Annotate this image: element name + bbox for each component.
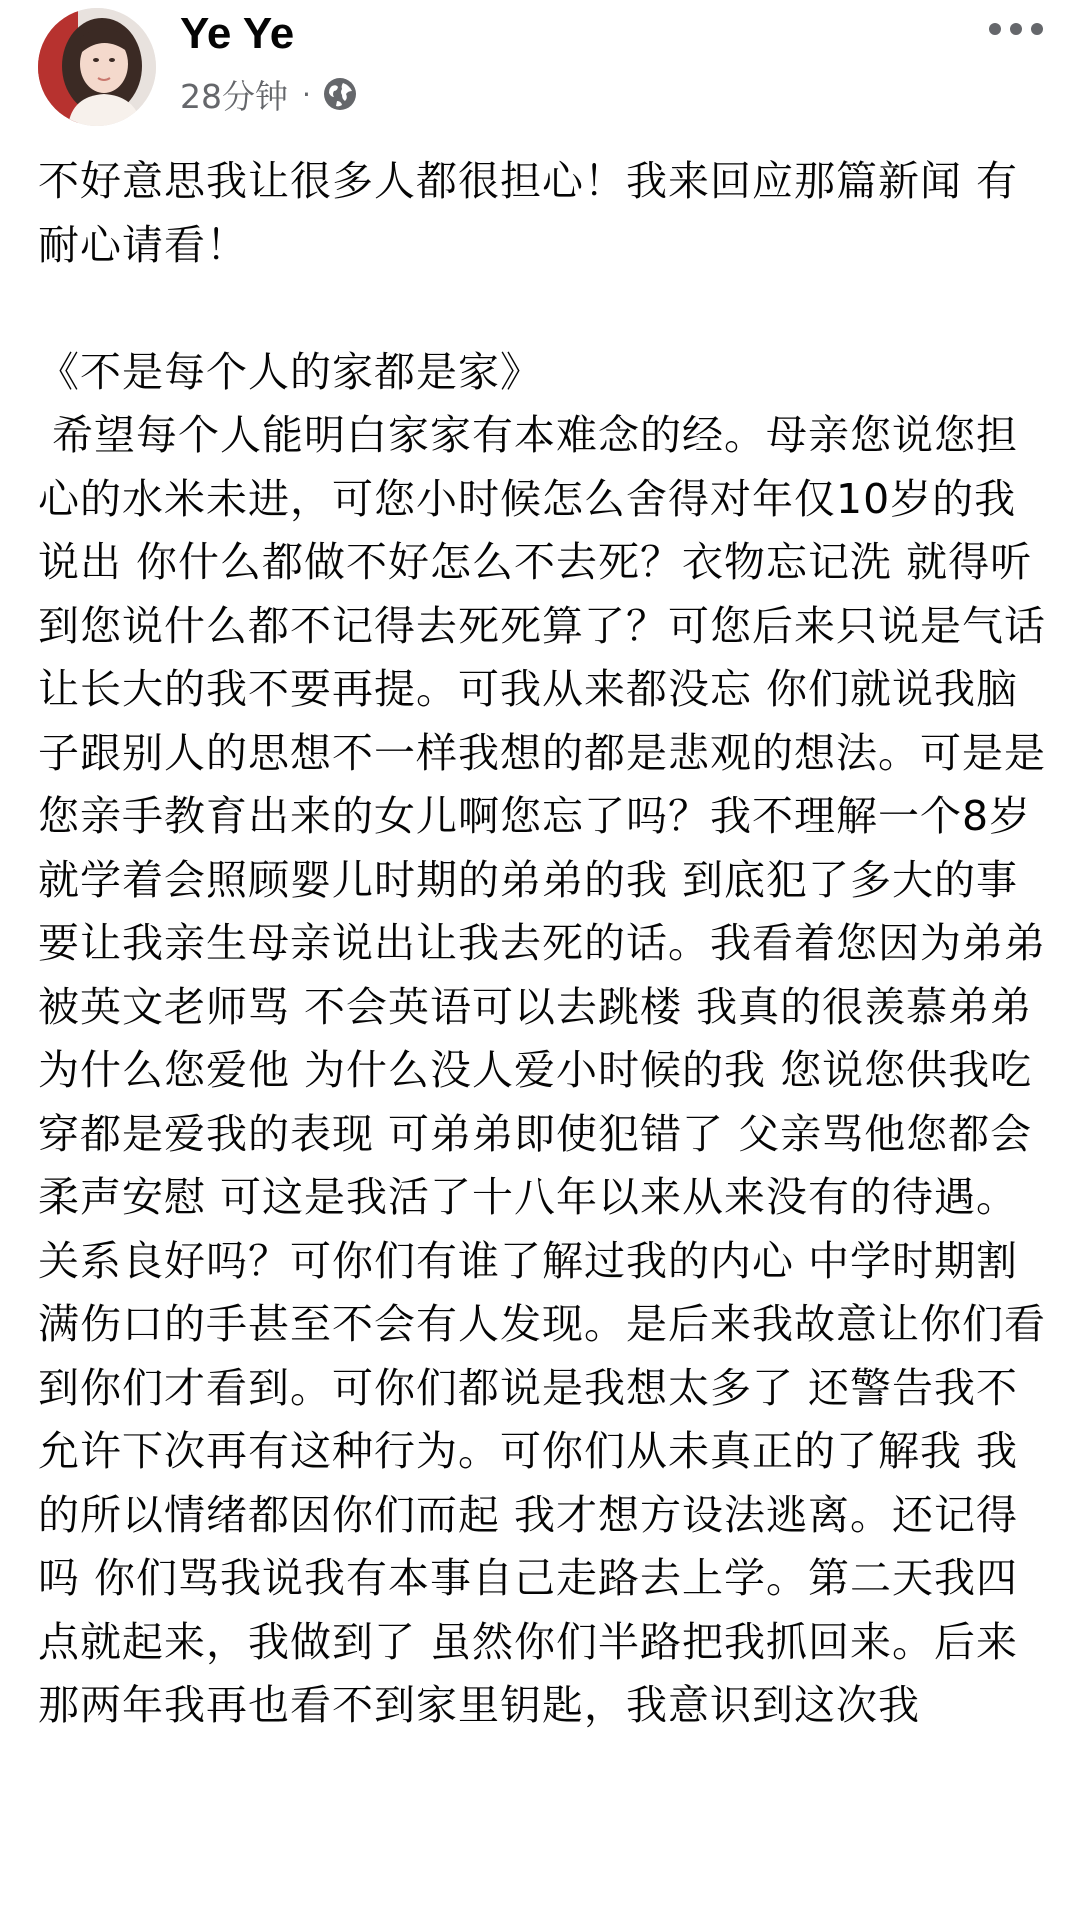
- post-paragraph: 不好意思我让很多人都很担心！我来回应那篇新闻 有耐心请看！: [38, 157, 1019, 269]
- post-paragraph-title: 《不是每个人的家都是家》: [38, 347, 542, 396]
- more-options-button[interactable]: [976, 6, 1056, 52]
- post-timestamp[interactable]: 28分钟: [180, 76, 288, 116]
- post-meta: [180, 70, 357, 118]
- meta-separator: ·: [302, 77, 311, 111]
- author-name[interactable]: Ye Ye: [180, 9, 295, 58]
- more-horizontal-icon: [989, 23, 1001, 35]
- post-paragraph: 希望每个人能明白家家有本难念的经。母亲您说您担心的水米未进，可您小时候怎么舍得对年仅10岁的我说出 你什么都做不好怎么不去死？衣物忘记洗 就得听到您说什么都不记得去死死算了？可您后来只说是气话 让长大的我不要再提。可我从来都没忘 你们就说我脑子跟别人的思想不一样我想的都是悲观的想法。可是是您亲手教育出来的女儿啊您忘了吗？我不理解一个8岁就学着会照顾婴儿时期的弟弟的我 到底犯了多大的事 要让我亲生母亲说出让我去死的话。我看着您因为弟弟被英文老师骂 不会英语可以去跳楼 我真的很羡慕弟弟 为什么您爱他 为什么没人爱小时候的我 您说您供我吃穿都是爱我的表现 可弟弟即使犯错了 父亲骂他您都会柔声安慰 可这是我活了十八年以来从来没有的待遇。关系良好吗？可你们有谁了解过我的内心 中学时期割满伤口的手甚至不会有人发现。是后来我故意让你们看到你们才看到。可你们都说是我想太多了 还警告我不允许下次再有这种行为。可你们从未真正的了解我 我的所以情绪都因你们而起 我才想方设法逃离。还记得吗 你们骂我说我有本事自己走路去上学。第二天我四点就起来，我做到了 虽然你们半路把我抓回来。后来那两年我再也看不到家里钥匙，我意识到这次我: [38, 411, 1061, 1729]
- avatar-image: [38, 8, 156, 126]
- avatar[interactable]: [38, 8, 156, 126]
- globe-icon[interactable]: [323, 77, 357, 111]
- post-text: [38, 150, 1061, 1738]
- paragraph-gap: [38, 277, 1048, 341]
- post-header: [0, 0, 1078, 140]
